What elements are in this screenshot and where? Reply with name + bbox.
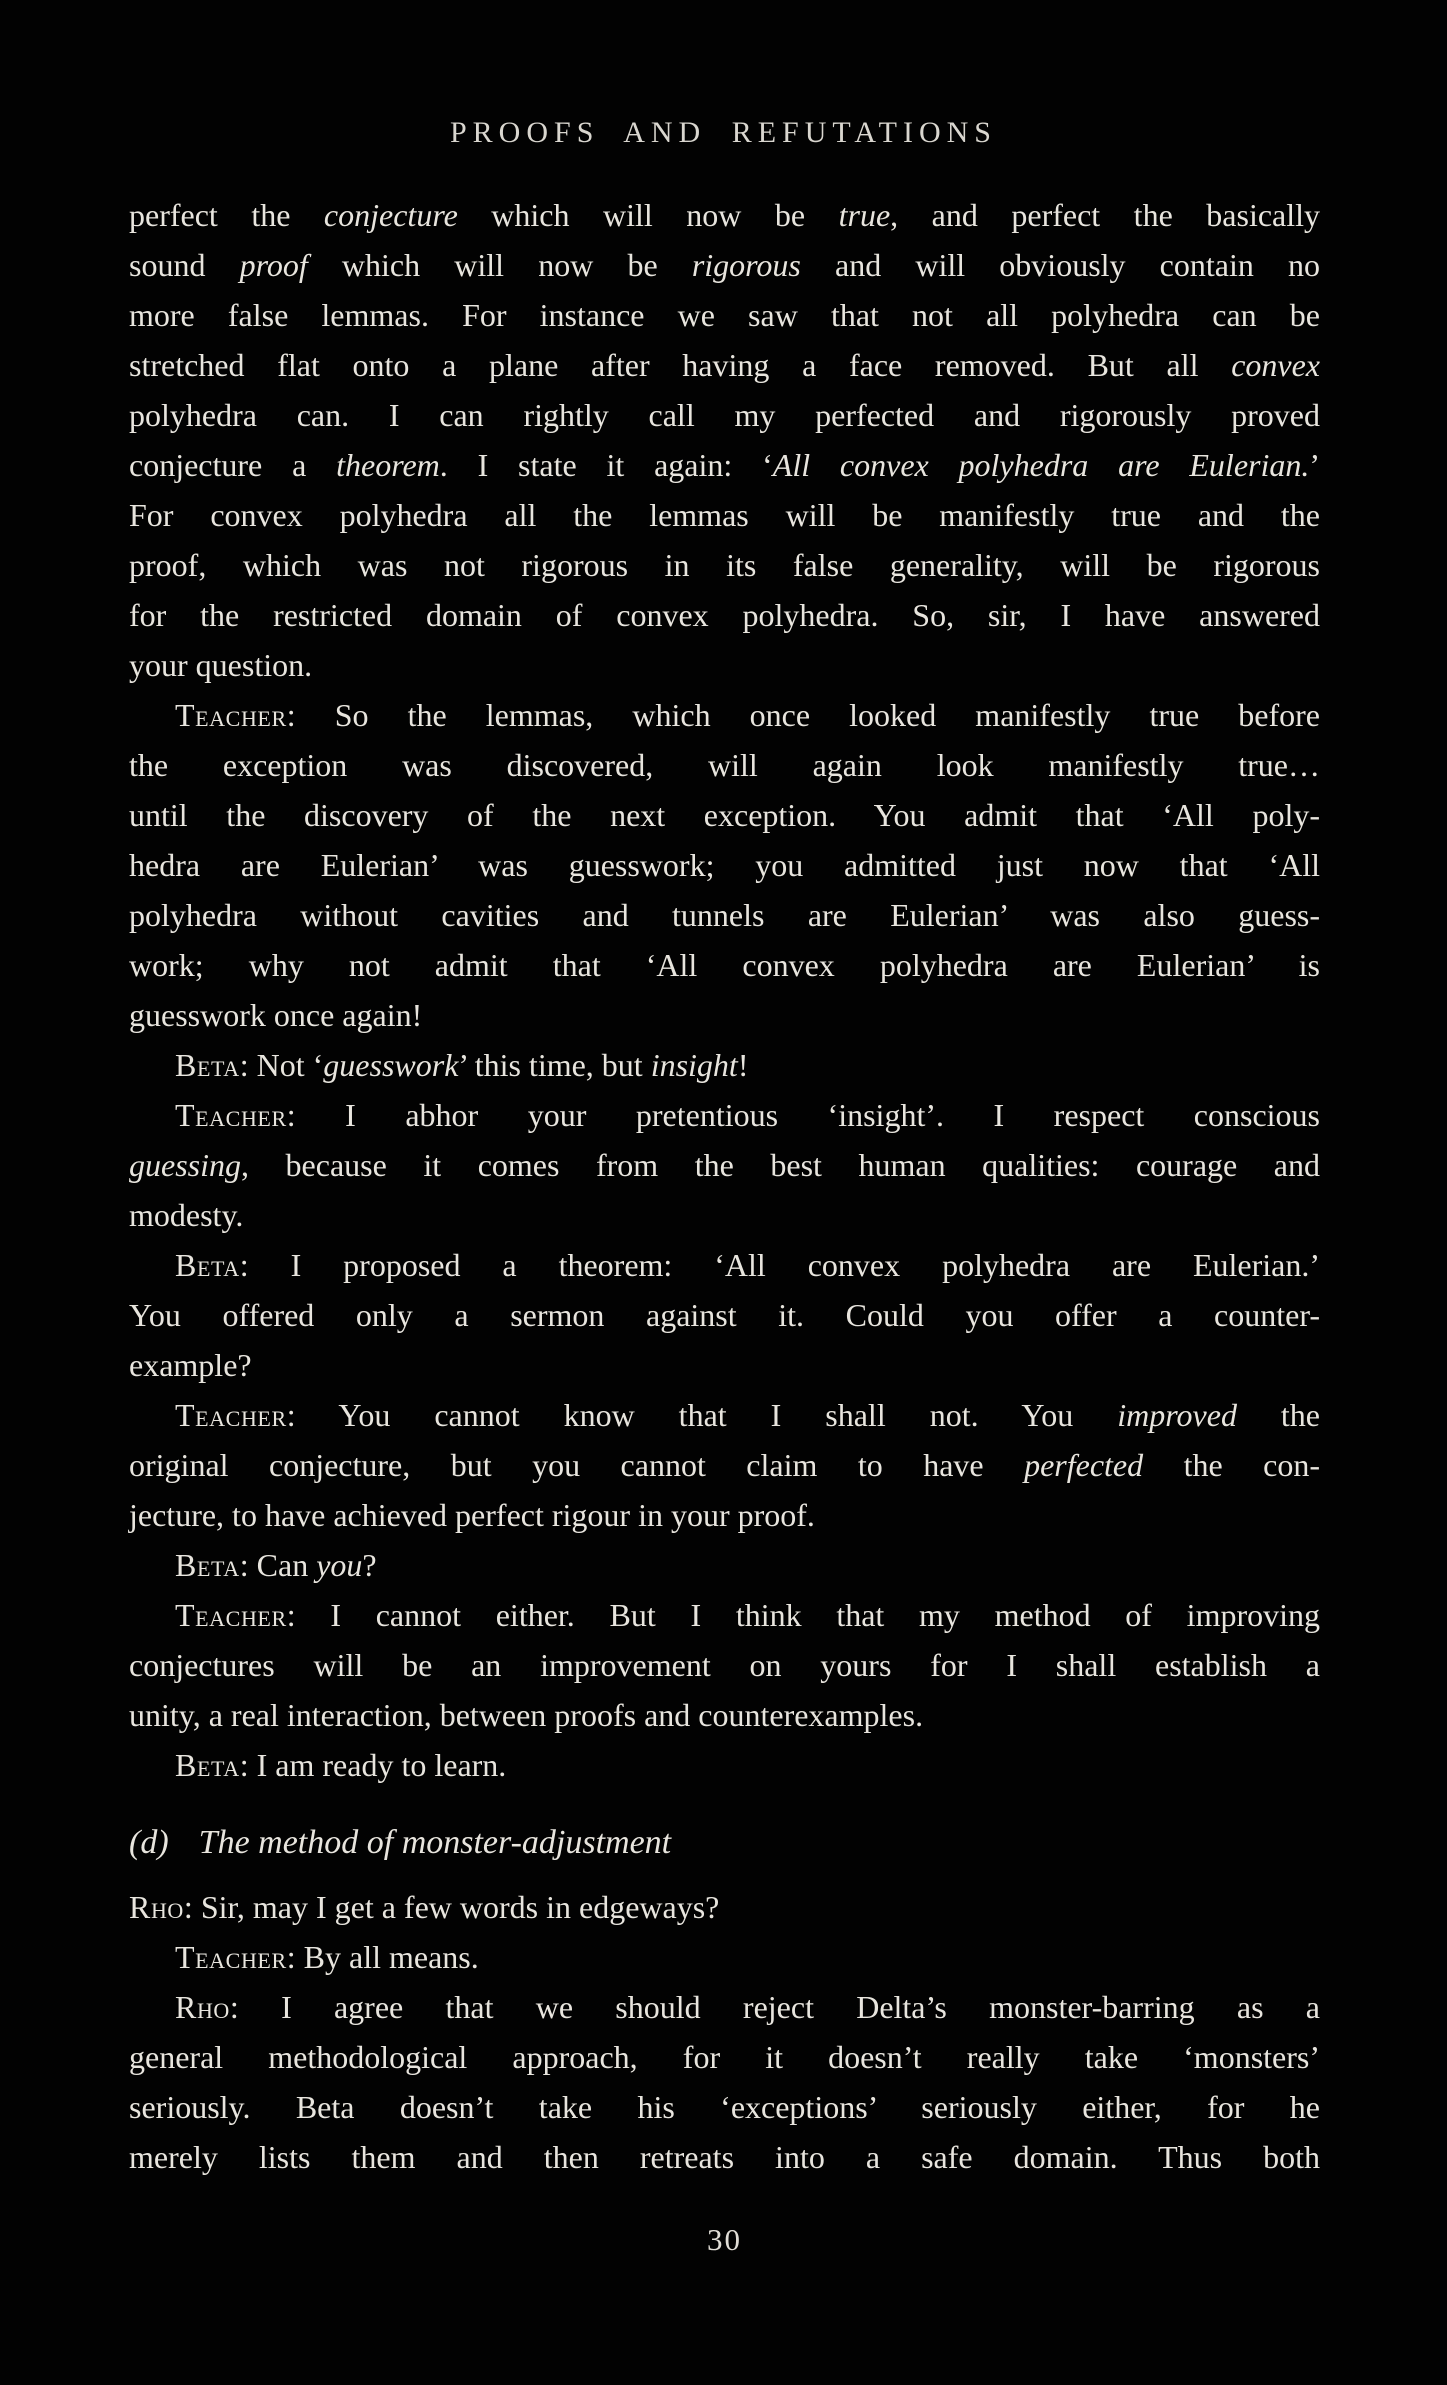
text-segment: ’ bbox=[1309, 447, 1321, 483]
text-segment: which will now be bbox=[457, 197, 839, 233]
text-line bbox=[129, 1390, 1320, 1440]
text-segment: polyhedra without cavities and tunnels are Eulerian’ was also guess- bbox=[129, 897, 1320, 933]
text-line bbox=[129, 1140, 1320, 1190]
speaker-name: Teacher bbox=[175, 1397, 287, 1433]
text-line bbox=[129, 1490, 1320, 1540]
text-segment: improved bbox=[1117, 1397, 1237, 1433]
text-segment: : I cannot either. But I think that my method of improving bbox=[286, 1597, 1320, 1633]
text-segment: , because it comes from the best human qualities: courage and bbox=[241, 1147, 1320, 1183]
text-line bbox=[129, 890, 1320, 940]
text-line bbox=[129, 1040, 1320, 1090]
text-line bbox=[129, 340, 1320, 390]
text-segment: : I agree that we should reject Delta’s monster-barring as a bbox=[229, 1989, 1320, 2025]
text-line bbox=[129, 1590, 1320, 1640]
running-head: PROOFS AND REFUTATIONS bbox=[449, 116, 997, 149]
text-segment: . I state it again: ‘ bbox=[439, 447, 773, 483]
speaker-name: Teacher bbox=[175, 1597, 287, 1633]
text-line bbox=[129, 1740, 1320, 1790]
speaker-name: Beta bbox=[175, 1047, 240, 1083]
text-block bbox=[129, 190, 1320, 2182]
text-segment: All convex polyhedra are Eulerian. bbox=[772, 447, 1310, 483]
text-line bbox=[129, 1290, 1320, 1340]
text-segment: polyhedra can. I can rightly call my perfected and rigorously proved bbox=[129, 397, 1320, 433]
text-segment: : You cannot know that I shall not. You bbox=[286, 1397, 1118, 1433]
text-segment: : I proposed a theorem: ‘All convex polyhedra are Eulerian.’ bbox=[239, 1247, 1320, 1283]
text-segment: : Can bbox=[239, 1547, 317, 1583]
paragraph bbox=[129, 1982, 1320, 2182]
paragraph bbox=[129, 1390, 1320, 1540]
text-segment: true bbox=[838, 197, 891, 233]
speaker-name: Rho bbox=[175, 1989, 230, 2025]
text-line bbox=[129, 740, 1320, 790]
text-segment: theorem bbox=[336, 447, 440, 483]
text-segment: insight bbox=[650, 1047, 738, 1083]
speaker-name: Beta bbox=[175, 1747, 240, 1783]
text-segment: : Not ‘ bbox=[239, 1047, 324, 1083]
text-segment: : I abhor your pretentious ‘insight’. I respect conscious bbox=[286, 1097, 1320, 1133]
text-line bbox=[129, 2082, 1320, 2132]
paragraph bbox=[129, 1740, 1320, 1790]
text-segment: more false lemmas. For instance we saw that not all polyhedra can be bbox=[129, 297, 1320, 333]
text-line bbox=[129, 940, 1320, 990]
text-line bbox=[129, 2032, 1320, 2082]
paragraph bbox=[129, 1040, 1320, 1090]
text-line bbox=[129, 1882, 1320, 1932]
text-line bbox=[129, 640, 1320, 690]
text-segment: until the discovery of the next exception. You admit that ‘All poly- bbox=[129, 797, 1320, 833]
text-segment: which will now be bbox=[307, 247, 692, 283]
text-segment: conjectures will be an improvement on yours for I shall establish a bbox=[129, 1647, 1320, 1683]
text-line bbox=[129, 590, 1320, 640]
text-segment: guesswork bbox=[323, 1047, 459, 1083]
text-line bbox=[129, 690, 1320, 740]
text-segment: perfected bbox=[1024, 1447, 1144, 1483]
text-segment: guesswork once again! bbox=[129, 997, 423, 1033]
text-segment: the con- bbox=[1143, 1447, 1321, 1483]
text-segment: conjecture a bbox=[129, 447, 337, 483]
text-segment: example? bbox=[129, 1347, 252, 1383]
paragraph bbox=[129, 1590, 1320, 1740]
text-segment: hedra are Eulerian’ was guesswork; you admitted just now that ‘All bbox=[129, 847, 1320, 883]
text-segment: merely lists them and then retreats into a safe domain. Thus both bbox=[129, 2139, 1320, 2175]
text-segment: modesty. bbox=[129, 1197, 244, 1233]
text-line bbox=[129, 540, 1320, 590]
text-line bbox=[129, 2132, 1320, 2182]
speaker-name: Teacher bbox=[175, 1939, 287, 1975]
text-line bbox=[129, 290, 1320, 340]
paragraph bbox=[129, 690, 1320, 1040]
text-segment: jecture, to have achieved perfect rigour in your proof. bbox=[129, 1497, 815, 1533]
text-segment: convex bbox=[1231, 347, 1320, 383]
text-segment: ! bbox=[737, 1047, 749, 1083]
text-segment: the bbox=[1236, 1397, 1321, 1433]
text-line bbox=[129, 440, 1320, 490]
text-segment: rigorous bbox=[691, 247, 801, 283]
text-segment: original conjecture, but you cannot claim to have bbox=[129, 1447, 1025, 1483]
text-segment: general methodological approach, for it doesn’t really take ‘monsters’ bbox=[129, 2039, 1320, 2075]
paragraph bbox=[129, 1882, 1320, 1932]
text-segment: work; why not admit that ‘All convex polyhedra are Eulerian’ is bbox=[129, 947, 1320, 983]
text-segment: : By all means. bbox=[286, 1939, 479, 1975]
text-segment: your question. bbox=[129, 647, 313, 683]
text-line bbox=[129, 790, 1320, 840]
text-line bbox=[129, 1640, 1320, 1690]
speaker-name: Beta bbox=[175, 1247, 240, 1283]
speaker-name: Teacher bbox=[175, 1097, 287, 1133]
text-segment: unity, a real interaction, between proofs and counterexamples. bbox=[129, 1697, 924, 1733]
text-line bbox=[129, 1440, 1320, 1490]
paragraph bbox=[129, 1090, 1320, 1240]
text-segment: , and perfect the basically bbox=[890, 197, 1321, 233]
text-segment: guessing bbox=[129, 1147, 241, 1183]
text-line bbox=[129, 1340, 1320, 1390]
text-segment: perfect the bbox=[129, 197, 324, 233]
text-segment: you bbox=[316, 1547, 363, 1583]
text-line bbox=[129, 840, 1320, 890]
text-line bbox=[129, 190, 1320, 240]
text-line bbox=[129, 490, 1320, 540]
text-segment: : Sir, may I get a few words in edgeways? bbox=[183, 1889, 720, 1925]
text-segment: for the restricted domain of convex polyhedra. So, sir, I have answered bbox=[129, 597, 1320, 633]
page-number: 30 bbox=[707, 2222, 742, 2257]
text-segment: : So the lemmas, which once looked manifestly true before bbox=[286, 697, 1320, 733]
text-segment: the exception was discovered, will again look manifestly true… bbox=[129, 747, 1320, 783]
section-heading bbox=[129, 1818, 1320, 1868]
paragraph bbox=[129, 1932, 1320, 1982]
text-line bbox=[129, 1190, 1320, 1240]
text-segment: conjecture bbox=[323, 197, 458, 233]
text-line bbox=[129, 1540, 1320, 1590]
text-line bbox=[129, 1932, 1320, 1982]
text-line bbox=[129, 1982, 1320, 2032]
text-segment: seriously. Beta doesn’t take his ‘exceptions’ seriously either, for he bbox=[129, 2089, 1320, 2125]
text-segment: proof bbox=[239, 247, 308, 283]
text-line bbox=[129, 990, 1320, 1040]
paragraph bbox=[129, 190, 1320, 690]
paragraph bbox=[129, 1240, 1320, 1390]
text-segment: : I am ready to learn. bbox=[239, 1747, 507, 1783]
text-line bbox=[129, 1240, 1320, 1290]
text-line bbox=[129, 1090, 1320, 1140]
speaker-name: Teacher bbox=[175, 697, 287, 733]
text-segment: and will obviously contain no bbox=[800, 247, 1321, 283]
paragraph bbox=[129, 1540, 1320, 1590]
text-segment: You offered only a sermon against it. Could you offer a counter- bbox=[129, 1297, 1320, 1333]
text-segment: (d) bbox=[129, 1824, 169, 1861]
text-segment: ’ this time, but bbox=[458, 1047, 651, 1083]
text-segment: proof, which was not rigorous in its false generality, will be rigorous bbox=[129, 547, 1320, 583]
text-segment: For convex polyhedra all the lemmas will be manifestly true and the bbox=[129, 497, 1320, 533]
text-line bbox=[129, 1690, 1320, 1740]
speaker-name: Rho bbox=[129, 1889, 184, 1925]
text-line bbox=[129, 390, 1320, 440]
text-segment: stretched flat onto a plane after having a face removed. But all bbox=[129, 347, 1232, 383]
text-line bbox=[129, 240, 1320, 290]
speaker-name: Beta bbox=[175, 1547, 240, 1583]
text-segment: The method of monster-adjustment bbox=[198, 1824, 672, 1861]
text-line bbox=[129, 1818, 1320, 1868]
text-segment: sound bbox=[129, 247, 240, 283]
text-segment: ? bbox=[362, 1547, 377, 1583]
